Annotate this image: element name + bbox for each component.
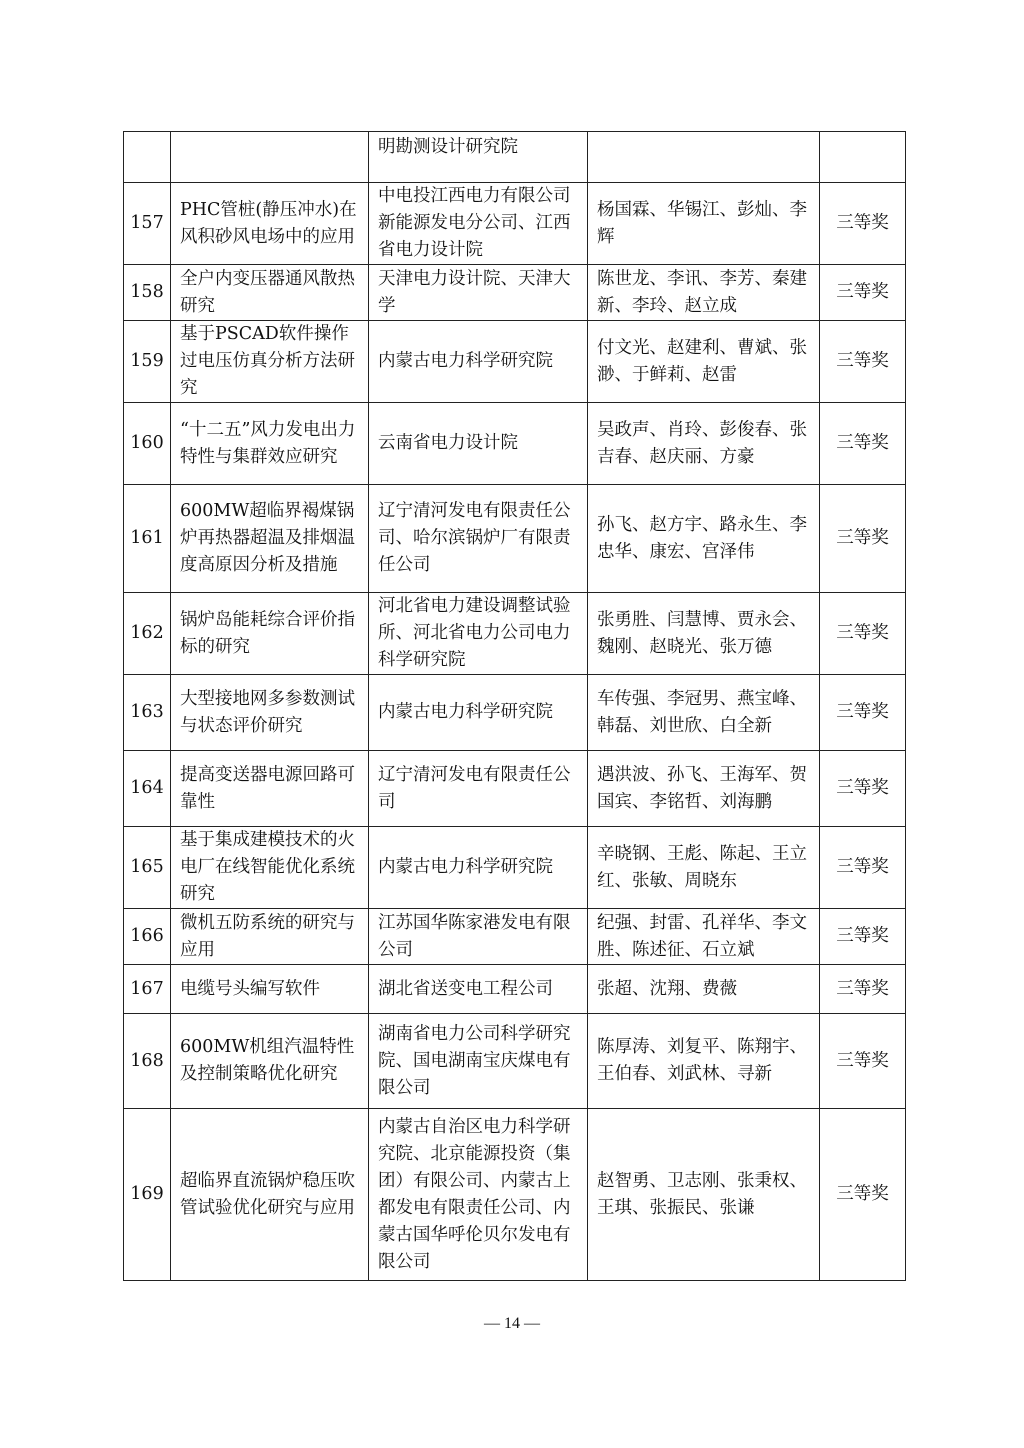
table-row: [124, 321, 906, 403]
cell-unit: 江苏国华陈家港发电有限公司: [369, 909, 588, 965]
cell-no: 157: [124, 183, 171, 265]
cell-title: [171, 132, 369, 183]
cell-title: 微机五防系统的研究与应用: [171, 909, 369, 965]
table-row: [124, 965, 906, 1014]
table-row: [124, 403, 906, 485]
cell-unit: 辽宁清河发电有限责任公司: [369, 751, 588, 827]
cell-unit: 天津电力设计院、天津大学: [369, 265, 588, 321]
cell-award: 三等奖: [820, 909, 906, 965]
cell-unit: 明勘测设计研究院: [369, 132, 588, 183]
cell-no: 164: [124, 751, 171, 827]
cell-unit: 云南省电力设计院: [369, 403, 588, 485]
table-row: [124, 751, 906, 827]
cell-title: 锅炉岛能耗综合评价指标的研究: [171, 593, 369, 675]
cell-no: 161: [124, 485, 171, 593]
cell-no: [124, 132, 171, 183]
cell-unit: 河北省电力建设调整试验所、河北省电力公司电力科学研究院: [369, 593, 588, 675]
cell-award: [820, 132, 906, 183]
cell-award: 三等奖: [820, 321, 906, 403]
cell-no: 166: [124, 909, 171, 965]
cell-people: 赵智勇、卫志刚、张秉权、王琪、张振民、张谦: [588, 1109, 820, 1281]
table-row: [124, 265, 906, 321]
cell-no: 167: [124, 965, 171, 1014]
cell-no: 158: [124, 265, 171, 321]
cell-people: [588, 132, 820, 183]
table-row: [124, 827, 906, 909]
cell-title: 600MW机组汽温特性及控制策略优化研究: [171, 1014, 369, 1109]
cell-people: 付文光、赵建利、曹斌、张渺、于鲜莉、赵雷: [588, 321, 820, 403]
cell-title: 600MW超临界褐煤锅炉再热器超温及排烟温度高原因分析及措施: [171, 485, 369, 593]
table-row: [124, 485, 906, 593]
table-row: [124, 1014, 906, 1109]
table-row-continued: [124, 132, 906, 183]
cell-people: 吴政声、肖玲、彭俊春、张吉春、赵庆丽、方豪: [588, 403, 820, 485]
cell-title: 全户内变压器通风散热研究: [171, 265, 369, 321]
cell-people: 张超、沈翔、费薇: [588, 965, 820, 1014]
cell-award: 三等奖: [820, 675, 906, 751]
page-number: — 14 —: [484, 1315, 540, 1332]
cell-award: 三等奖: [820, 751, 906, 827]
cell-award: 三等奖: [820, 1014, 906, 1109]
cell-people: 陈厚涛、刘复平、陈翔宇、王伯春、刘武林、寻新: [588, 1014, 820, 1109]
cell-award: 三等奖: [820, 265, 906, 321]
cell-people: 纪强、封雷、孔祥华、李文胜、陈述征、石立斌: [588, 909, 820, 965]
cell-unit: 内蒙古电力科学研究院: [369, 321, 588, 403]
cell-unit: 中电投江西电力有限公司新能源发电分公司、江西省电力设计院: [369, 183, 588, 265]
cell-people: 孙飞、赵方宇、路永生、李忠华、康宏、宫泽伟: [588, 485, 820, 593]
cell-unit: 内蒙古电力科学研究院: [369, 827, 588, 909]
cell-no: 169: [124, 1109, 171, 1281]
cell-people: 陈世龙、李讯、李芳、秦建新、李玲、赵立成: [588, 265, 820, 321]
cell-no: 163: [124, 675, 171, 751]
cell-title: PHC管桩(静压冲水)在风积砂风电场中的应用: [171, 183, 369, 265]
cell-people: 杨国霖、华锡江、彭灿、李辉: [588, 183, 820, 265]
cell-award: 三等奖: [820, 1109, 906, 1281]
cell-award: 三等奖: [820, 827, 906, 909]
cell-award: 三等奖: [820, 183, 906, 265]
cell-unit: 湖南省电力公司科学研究院、国电湖南宝庆煤电有限公司: [369, 1014, 588, 1109]
cell-no: 162: [124, 593, 171, 675]
table-row: [124, 183, 906, 265]
cell-title: 超临界直流锅炉稳压吹管试验优化研究与应用: [171, 1109, 369, 1281]
cell-title: 基于PSCAD软件操作过电压仿真分析方法研究: [171, 321, 369, 403]
table-row: [124, 675, 906, 751]
cell-people: 辛晓钢、王彪、陈起、王立红、张敏、周晓东: [588, 827, 820, 909]
cell-title: 电缆号头编写软件: [171, 965, 369, 1014]
cell-people: 车传强、李冠男、燕宝峰、韩磊、刘世欣、白全新: [588, 675, 820, 751]
cell-unit: 内蒙古自治区电力科学研究院、北京能源投资（集团）有限公司、内蒙古上都发电有限责任公司、内蒙古国华呼伦贝尔发电有限公司: [369, 1109, 588, 1281]
cell-no: 168: [124, 1014, 171, 1109]
cell-no: 159: [124, 321, 171, 403]
cell-award: 三等奖: [820, 403, 906, 485]
table-row: [124, 1109, 906, 1281]
cell-unit: 湖北省送变电工程公司: [369, 965, 588, 1014]
cell-no: 165: [124, 827, 171, 909]
table-row: [124, 909, 906, 965]
cell-award: 三等奖: [820, 965, 906, 1014]
cell-people: 遇洪波、孙飞、王海军、贺国宾、李铭哲、刘海鹏: [588, 751, 820, 827]
cell-people: 张勇胜、闫慧博、贾永会、魏刚、赵晓光、张万德: [588, 593, 820, 675]
cell-title: 大型接地网多参数测试与状态评价研究: [171, 675, 369, 751]
cell-no: 160: [124, 403, 171, 485]
awards-table: [123, 131, 906, 1281]
cell-award: 三等奖: [820, 593, 906, 675]
cell-unit: 辽宁清河发电有限责任公司、哈尔滨锅炉厂有限责任公司: [369, 485, 588, 593]
table-row: [124, 593, 906, 675]
cell-unit: 内蒙古电力科学研究院: [369, 675, 588, 751]
cell-award: 三等奖: [820, 485, 906, 593]
cell-title: “十二五”风力发电出力特性与集群效应研究: [171, 403, 369, 485]
cell-title: 基于集成建模技术的火电厂在线智能优化系统研究: [171, 827, 369, 909]
cell-title: 提高变送器电源回路可靠性: [171, 751, 369, 827]
